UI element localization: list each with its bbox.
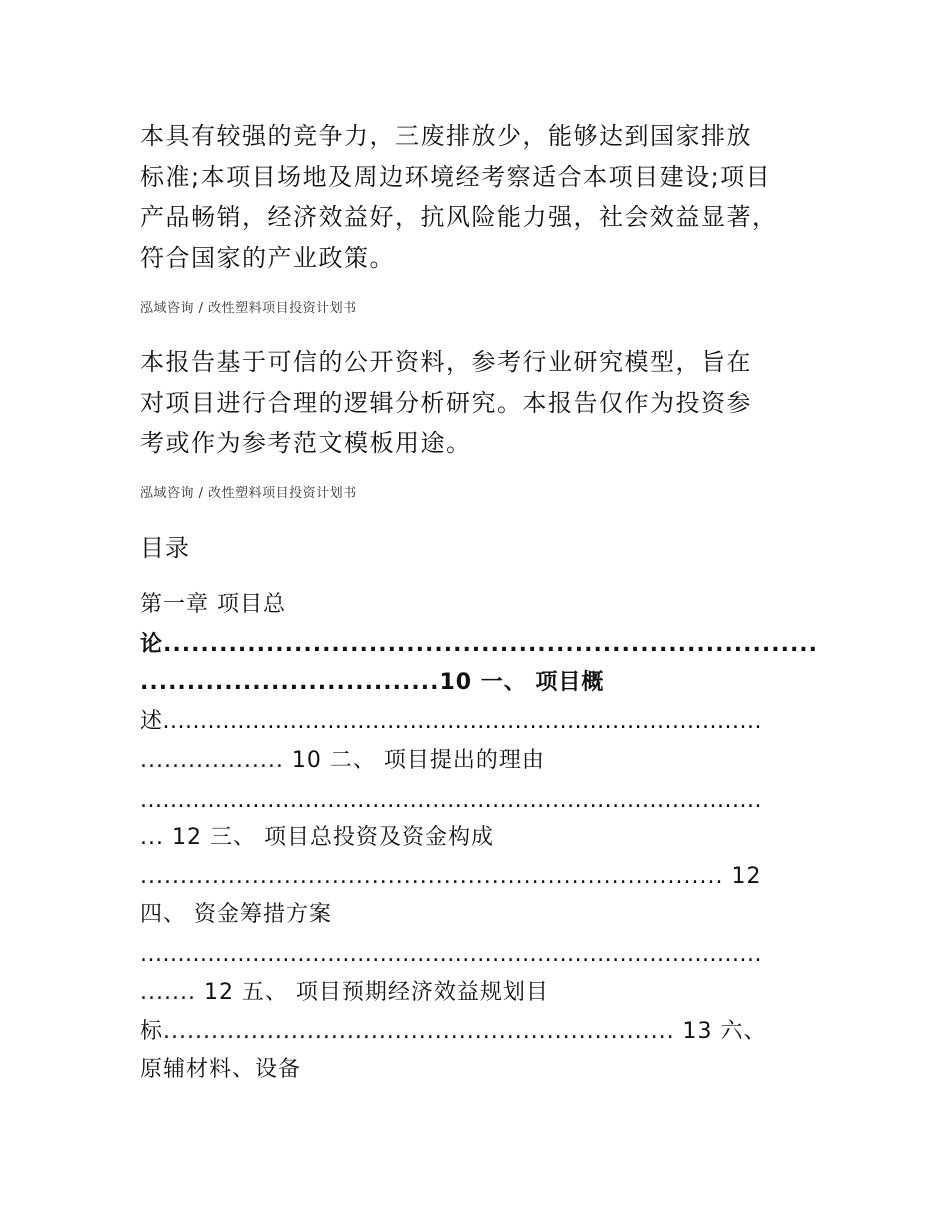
toc-line[interactable]: ................................................................................... [140,788,762,813]
intro-line: 标准;本项目场地及周边环境经考察适合本项目建设;项目 [140,162,772,191]
toc-line[interactable]: 第一章 项目总 [140,592,286,617]
toc-line[interactable]: 述................................................................................ [140,709,762,734]
disclaimer-line: 对项目进行合理的逻辑分析研究。本报告仅作为投资参 [140,388,752,417]
page-footer: 泓域咨询 / 改性塑料项目投资计划书 [140,486,357,501]
intro-line: 本具有较强的竞争力，三废排放少，能够达到国家排放 [140,122,752,150]
disclaimer-paragraph [140,342,820,464]
intro-line: 符合国家的产业政策。 [140,243,395,272]
toc-line[interactable]: ....... 12 五、 项目预期经济效益规划目 [140,980,549,1005]
intro-line: 产品畅销，经济效益好，抗风险能力强，社会效益显著， [140,203,778,231]
disclaimer-line: 考或作为参考范文模板用途。 [140,429,472,457]
toc-line[interactable]: ................................10 一、 项目概 [140,670,605,695]
toc-line[interactable]: ... 12 三、 项目总投资及资金构成 [140,825,494,850]
page-footer: 泓域咨询 / 改性塑料项目投资计划书 [140,301,357,316]
toc-line[interactable]: 标................................................................ 13 六、 [140,1019,767,1044]
toc-line[interactable]: 论...................................................................... [140,632,819,657]
toc-line[interactable]: ......................................................................... 12 [140,864,762,889]
intro-paragraph [140,116,820,278]
toc-line[interactable]: 原辅材料、设备 [140,1057,302,1082]
toc-line[interactable]: ................................................................................... [140,942,762,967]
toc-line[interactable]: 四、 资金筹措方案 [140,902,332,927]
toc-title: 目录 [140,534,190,562]
disclaimer-line: 本报告基于可信的公开资料，参考行业研究模型，旨在 [140,348,752,376]
toc-line[interactable]: .................. 10 二、 项目提出的理由 [140,748,545,773]
